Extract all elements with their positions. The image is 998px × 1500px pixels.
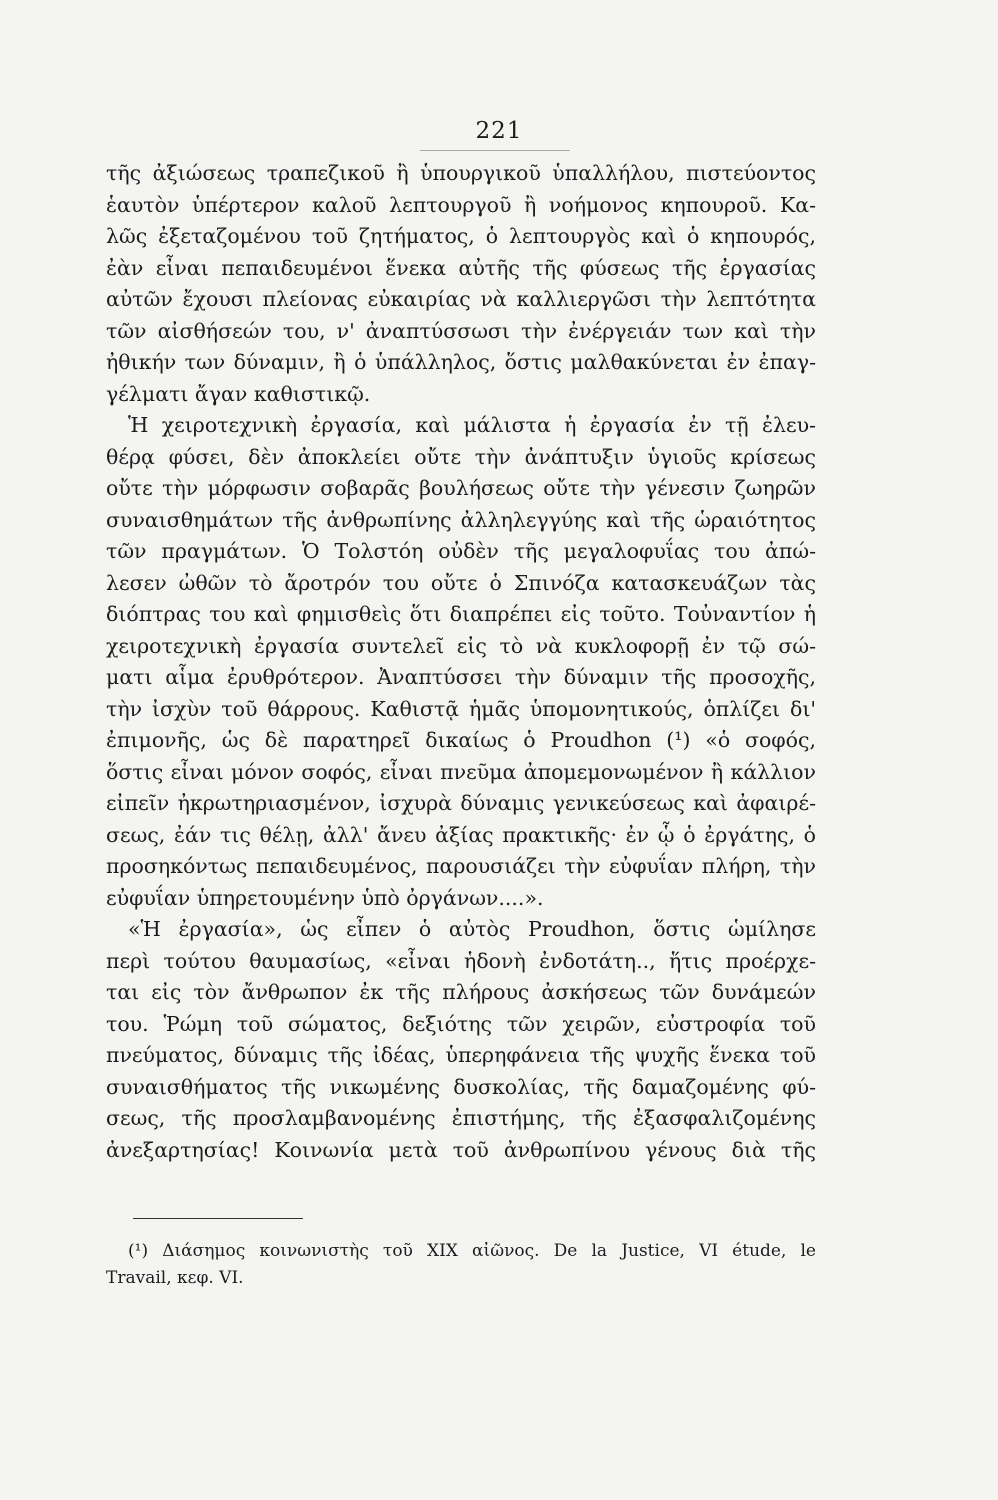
footnote-line: Travail, κεφ. VI. [106,1268,244,1288]
text-line: ἠθικήν των δύναμιν, ἢ ὁ ὑπάλληλος, ὅστις μαλθακύνεται ἐν ἐπαγ- [106,350,816,374]
text-line: του. Ῥώμη τοῦ σώματος, δεξιότης τῶν χειρῶν, εὐστροφία τοῦ [106,1011,816,1036]
text-line: συναισθημάτων τῆς ἀνθρωπίνης ἀλληλεγγύης καὶ τῆς ὡραιότητος [106,507,816,532]
text-line: ται εἰς τὸν ἄνθρωπον ἐκ τῆς πλήρους ἀσκήσεως τῶν δυνάμεών [106,980,816,1004]
text-line: ἐπιμονῆς, ὡς δὲ παρατηρεῖ δικαίως ὁ Proudhon (¹) «ὁ σοφός, [106,728,816,752]
footnote-line: (¹) Διάσημος κοινωνιστὴς τοῦ XIX αἰῶνος. De la Justice, VI étude, le [128,1241,816,1261]
text-line: «Ἡ ἐργασία», ὡς εἶπεν ὁ αὐτὸς Proudhon, ὅστις ὡμίλησε [128,917,816,941]
text-line: ἀνεξαρτησίας! Κοινωνία μετὰ τοῦ ἀνθρωπίνου γένους διὰ τῆς [106,1137,816,1162]
text-line: τῶν αἰσθήσεών του, ν' ἀναπτύσσωσι τὴν ἐνέργειάν των καὶ τὴν [106,318,816,343]
text-line: πνεύματος, δύναμις τῆς ἰδέας, ὑπερηφάνεια τῆς ψυχῆς ἕνεκα τοῦ [106,1043,816,1067]
text-line: Ἡ χειροτεχνικὴ ἐργασία, καὶ μάλιστα ἡ ἐργασία ἐν τῇ ἐλευ- [128,413,816,437]
text-line: τὴν ἰσχὺν τοῦ θάρρους. Καθιστᾷ ἡμᾶς ὑπομονητικούς, ὁπλίζει δι' [106,696,816,721]
text-line: χειροτεχνικὴ ἐργασία συντελεῖ εἰς τὸ νὰ κυκλοφορῇ ἐν τῷ σώ- [106,633,816,658]
text-line: ματι αἷμα ἐρυθρότερον. Ἀναπτύσσει τὴν δύναμιν τῆς προσοχῆς, [106,665,816,689]
text-line: αὐτῶν ἔχουσι πλείονας εὐκαιρίας νὰ καλλιεργῶσι τὴν λεπτότητα [106,287,816,311]
text-line: λῶς ἐξεταζομένου τοῦ ζητήματος, ὁ λεπτουργὸς καὶ ὁ κηπουρός, [106,224,816,248]
body-text [106,158,816,1166]
text-line: σεως, τῆς προσλαμβανομένης ἐπιστήμης, τῆς ἐξασφαλιζομένης [106,1106,816,1130]
text-line: διόπτρας του καὶ φημισθεὶς ὅτι διαπρέπει εἰς τοῦτο. Τοὐναντίον ἡ [106,602,816,626]
text-line: λεσεν ὠθῶν τὸ ἄροτρόν του οὔτε ὁ Σπινόζα κατασκευάζων τὰς [106,570,816,595]
text-line: προσηκόντως πεπαιδευμένος, παρουσιάζει τὴν εὐφυΐαν πλήρη, τὴν [106,854,816,878]
text-line: περὶ τούτου θαυμασίως, «εἶναι ἡδονὴ ἐνδοτάτη.., ἥτις προέρχε- [106,948,816,973]
page-number: 221 [475,118,523,144]
text-line: οὔτε τὴν μόρφωσιν σοβαρᾶς βουλήσεως οὔτε τὴν γένεσιν ζωηρῶν [106,476,816,500]
header-rule [420,150,570,151]
text-line: εὐφυΐαν ὑπηρετουμένην ὑπὸ ὀργάνων....». [106,885,544,910]
text-line: ἐὰν εἶναι πεπαιδευμένοι ἕνεκα αὐτῆς τῆς φύσεως τῆς ἐργασίας [106,255,816,280]
text-line: θέρᾳ φύσει, δὲν ἀποκλείει οὔτε τὴν ἀνάπτυξιν ὑγιοῦς κρίσεως [106,444,816,469]
text-line: εἰπεῖν ἠκρωτηριασμένον, ἰσχυρὰ δύναμις γενικεύσεως καὶ ἀφαιρέ- [106,791,816,815]
text-line: συναισθήματος τῆς νικωμένης δυσκολίας, τῆς δαμαζομένης φύ- [106,1074,816,1099]
text-line: σεως, ἐάν τις θέλῃ, ἀλλ' ἄνευ ἀξίας πρακτικῆς· ἐν ᾧ ὁ ἐργάτης, ὁ [106,822,816,847]
text-line: γέλματι ἄγαν καθιστικῷ. [106,381,371,406]
text-line: ὅστις εἶναι μόνον σοφός, εἶναι πνεῦμα ἀπομεμονωμένον ἢ κάλλιον [106,759,816,784]
text-line: τῆς ἀξιώσεως τραπεζικοῦ ἢ ὑπουργικοῦ ὑπαλλήλου, πιστεύοντος [106,161,816,185]
text-line: ἑαυτὸν ὑπέρτερον καλοῦ λεπτουργοῦ ἢ νοήμονος κηπουροῦ. Κα- [106,192,816,217]
text-line: τῶν πραγμάτων. Ὁ Τολστόη οὐδὲν τῆς μεγαλοφυΐας του ἀπώ- [106,539,816,563]
footnotes [106,1238,816,1292]
footnote-rule [133,1218,303,1219]
